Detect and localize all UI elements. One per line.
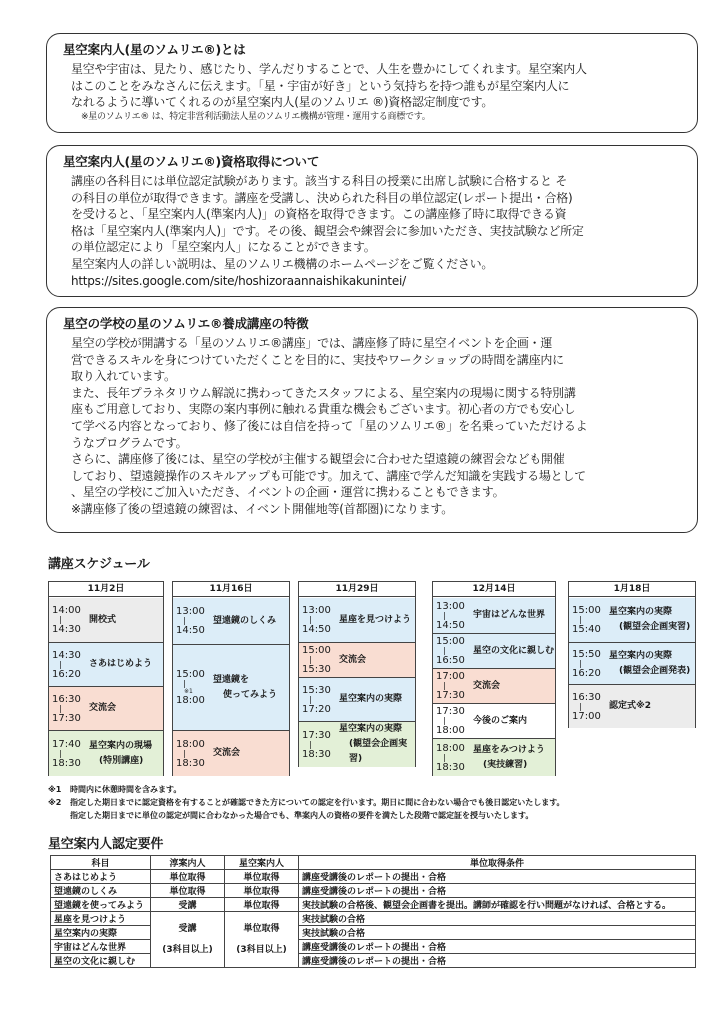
group-full: 単位取得 (3科目以上) — [225, 912, 299, 968]
slot-time: 17:30 | 18:00 — [433, 706, 471, 736]
slot-label: 星空案内の実際 — [609, 607, 673, 617]
features-line: 座もご用意しており、実際の案内事例に触れる貴重な機会もございます。初心者の方でも安心し — [71, 402, 576, 417]
slot-title — [211, 614, 289, 629]
schedule-notes — [48, 783, 565, 822]
slot-end-time: 18:30 — [436, 761, 465, 773]
slot-start-time: 15:00 — [176, 669, 205, 680]
schedule-slot — [173, 598, 289, 644]
slot-title — [87, 613, 163, 628]
slot-start-time: 16:30 — [52, 693, 81, 705]
slot-start-time: 15:30 — [302, 684, 331, 696]
table-row: 星空の文化に親しむ 講座受講後のレポートの提出・合格 — [51, 954, 696, 968]
slot-end-time: 16:50 — [436, 655, 465, 666]
slot-sublabel: (実技練習) — [483, 759, 528, 770]
about-section — [46, 33, 698, 133]
schedule-slot — [299, 677, 415, 721]
website-url: https://sites.google.com/site/hoshizoraannaishikakunintei/ — [71, 273, 406, 288]
features-title: 星空の学校の星のソムリエ®養成講座の特徴 — [63, 316, 309, 331]
slot-start-time: 17:30 — [436, 706, 465, 717]
slot-time: 18:00 | 18:30 — [173, 739, 211, 769]
slot-sublabel: (特別講座) — [99, 755, 144, 766]
slot-end-time: 14:30 — [52, 624, 81, 635]
slot-label: 望遠鏡を — [213, 674, 250, 685]
col-jun: 淳案内人 — [151, 856, 225, 870]
slot-end-time: 18:30 — [302, 748, 331, 760]
note-2: ※2 指定した期日までに認定資格を有することが確認できた方についての認定を行います。期日に間に合わない場合でも後日認定いたします。 — [48, 798, 565, 807]
slot-start-time: 15:00 — [572, 605, 601, 616]
table-row: 星空案内の実際 実技試験の合格 — [51, 926, 696, 940]
qualification-section — [46, 145, 698, 297]
slot-time: 16:30 | 17:00 — [569, 692, 607, 722]
slot-start-time: 13:00 — [302, 605, 331, 616]
slot-end-time: 15:40 — [572, 624, 601, 635]
features-line: しており、望遠鏡操作のスキルアップも可能です。加えて、講座で学んだ知識を実践する場として — [71, 468, 586, 483]
features-line: 取り入れています。 — [71, 369, 176, 384]
note-2-cont: 指定した期日までに単位の認定が間に合わなかった場合でも、準案内人の資格の要件を満たした段階で認定証を授与いたします。 — [70, 811, 534, 820]
slot-label: 認定式※2 — [609, 701, 652, 711]
schedule-slot — [49, 730, 163, 776]
slot-end-time: 15:30 — [302, 664, 331, 675]
slot-start-time: 13:00 — [176, 606, 205, 617]
slot-time: 15:00 | 15:30 — [299, 645, 337, 675]
slot-label: 望遠鏡のしくみ — [213, 615, 277, 626]
slot-start-time: 17:00 — [436, 671, 465, 682]
qualification-line: を受けると、「星空案内人(準案内人)」の資格を取得できます。この講座修了時に取得できる資 — [71, 207, 567, 222]
group-jun: 受講 (3科目以上) — [151, 912, 225, 968]
slot-end-time: 18:00 — [436, 725, 465, 736]
about-line: 星空や宇宙は、見たり、感じたり、学んだりすることで、人生を豊かにしてくれます。星空案内人 — [71, 62, 587, 76]
slot-time: 15:00 | 15:40 — [569, 605, 607, 635]
slot-end-time: 14:50 — [302, 624, 331, 635]
schedule-slot — [299, 642, 415, 677]
table-row: さあはじめよう 単位取得 単位取得 講座受講後のレポートの提出・合格 — [51, 870, 696, 884]
schedule-date: 12月14日 — [433, 582, 555, 597]
slot-start-time: 15:00 — [302, 645, 331, 656]
col-condition: 単位取得条件 — [299, 856, 696, 870]
slot-time: 15:00 | ※1 18:00 — [173, 669, 211, 706]
slot-start-time: 15:00 — [436, 636, 465, 647]
schedule-slot — [433, 668, 555, 703]
about-title: 星空案内人(星のソムリエ®)とは — [63, 42, 246, 57]
slot-end-time: 16:20 — [572, 667, 601, 679]
slot-sublabel: (観望会企画実習) — [619, 622, 691, 632]
table-row: 星座を見つけよう 受講 (3科目以上) 単位取得 (3科目以上) 実技試験の合格 — [51, 912, 696, 926]
qualification-line: の単位認定により「星空案内人」になることができます。 — [71, 240, 376, 255]
schedule-day — [172, 581, 290, 776]
about-line: なれるように導いてくれるのが星空案内人(星のソムリエ ®)資格認定制度です。 — [71, 95, 494, 110]
features-line: 星空の学校が開講する「星のソムリエ®講座」では、講座修了時に星空イベントを企画・運 — [71, 336, 553, 350]
qualification-title: 星空案内人(星のソムリエ®)資格取得について — [63, 154, 320, 169]
slot-title — [607, 699, 695, 714]
schedule-slot — [569, 684, 695, 728]
slot-time: 14:30 | 16:20 — [49, 650, 87, 680]
schedule-slot — [433, 598, 555, 633]
slot-title — [87, 657, 163, 672]
slot-title — [337, 722, 415, 767]
note-1: ※1 時間内に休憩時間を含みます。 — [48, 785, 182, 794]
slot-start-time: 18:00 — [176, 738, 205, 750]
slot-start-time: 13:00 — [436, 600, 465, 612]
slot-end-time: 17:30 — [436, 690, 465, 701]
slot-sublabel: (観望会企画実習) — [349, 739, 408, 764]
slot-end-time: 18:00 — [176, 695, 205, 706]
table-row: 宇宙はどんな世界 講座受講後のレポートの提出・合格 — [51, 940, 696, 954]
slot-time: 13:00 | 14:50 — [299, 605, 337, 635]
slot-title — [87, 739, 163, 769]
features-line: さらに、講座修了後には、星空の学校が主催する観望会に合わせた望遠鏡の練習会なども開催 — [71, 452, 565, 467]
qualification-line: の科目の単位が取得できます。講座を受講し、決められた科目の単位認定(レポート提出・合格) — [71, 190, 573, 205]
slot-start-time: 14:30 — [52, 649, 81, 661]
slot-end-time: 17:20 — [302, 703, 331, 715]
about-line: はこのことをみなさんに伝えます。「星・宇宙が好き」という気持ちを持つ誰もが星空案内人に — [71, 78, 570, 93]
slot-start-time: 14:00 — [52, 605, 81, 616]
trademark-note: ※星のソムリエ® は、特定非営利活動法人星のソムリエ機構が管理・運用する商標です。 — [81, 111, 431, 122]
col-subject: 科目 — [51, 856, 151, 870]
slot-end-time: 17:00 — [572, 710, 601, 722]
slot-end-time: 16:20 — [52, 668, 81, 680]
slot-label: 今後のご案内 — [473, 715, 528, 726]
slot-title — [87, 701, 163, 716]
schedule-day — [48, 581, 164, 776]
slot-time: 14:00 | 14:30 — [49, 605, 87, 635]
slot-title — [471, 679, 555, 694]
slot-end-time: 18:30 — [52, 757, 81, 769]
slot-title — [471, 743, 555, 773]
table-header-row — [51, 856, 696, 870]
requirements-table — [50, 855, 696, 968]
schedule-slot — [433, 633, 555, 668]
slot-label: 星空案内の実際 — [339, 694, 403, 704]
schedule-slot — [433, 738, 555, 776]
features-line: また、長年プラネタリウム解説に携わってきたスタッフによる、星空案内の現場に関する特別講 — [71, 385, 576, 400]
schedule-date: 11月16日 — [173, 582, 289, 597]
slot-label: 星座をみつけよう — [473, 744, 545, 755]
slot-mark: ※1 — [184, 688, 193, 695]
features-section — [46, 307, 698, 533]
schedule-slot — [49, 598, 163, 642]
table-row: 望遠鏡を使ってみよう 受講 単位取得 実技試験の合格後、観望会企画書を提出。講師が確認を行い問題がなければ、合格とする。 — [51, 898, 696, 912]
slot-label: 星空案内の実際 — [609, 650, 673, 661]
schedule-day — [432, 581, 556, 776]
slot-title — [471, 644, 555, 659]
schedule-slot — [299, 598, 415, 642]
slot-start-time: 17:30 — [302, 729, 331, 741]
slot-time: 17:30 | 18:30 — [299, 730, 337, 760]
slot-time: 18:00 | 18:30 — [433, 743, 471, 773]
slot-end-time: 14:50 — [176, 625, 205, 636]
features-line: 、星空の学校にご加入いただき、イベントの企画・運営に携わることもできます。 — [71, 485, 505, 500]
schedule-slot — [569, 642, 695, 684]
slot-time: 17:40 | 18:30 — [49, 739, 87, 769]
slot-title — [337, 613, 415, 628]
schedule-title: 講座スケジュール — [48, 557, 150, 572]
slot-time: 15:50 | 16:20 — [569, 649, 607, 679]
slot-time: 13:00 | 14:50 — [173, 606, 211, 636]
slot-end-time: 17:30 — [52, 712, 81, 724]
schedule-day — [568, 581, 696, 728]
schedule-slot — [299, 721, 415, 767]
schedule-slot — [569, 598, 695, 642]
slot-label: 星空案内の実際 — [339, 724, 403, 734]
slot-title — [471, 714, 555, 729]
features-line: て学べる内容となっており、修了後には自信を持って「星のソムリエ®」を名乗っていただけるよ — [71, 418, 588, 433]
schedule-date: 11月29日 — [299, 582, 415, 597]
schedule-slot — [433, 703, 555, 738]
schedule-slot — [173, 644, 289, 730]
qualification-line: 講座の各科目には単位認定試験があります。該当する科目の授業に出席し試験に合格すると そ — [71, 174, 568, 188]
qualification-line: 星空案内人の詳しい説明は、星のソムリエ機構のホームページをご覧ください。 — [71, 256, 494, 271]
slot-title — [471, 608, 555, 623]
table-row: 望遠鏡のしくみ 単位取得 単位取得 講座受講後のレポートの提出・合格 — [51, 884, 696, 898]
schedule-date: 1月18日 — [569, 582, 695, 597]
slot-start-time: 15:50 — [572, 648, 601, 660]
slot-title — [211, 673, 289, 703]
slot-start-time: 18:00 — [436, 742, 465, 754]
slot-time: 15:30 | 17:20 — [299, 685, 337, 715]
schedule-day — [298, 581, 416, 767]
slot-time: 13:00 | 14:50 — [433, 601, 471, 631]
schedule-date: 11月2日 — [49, 582, 163, 597]
schedule-slot — [49, 642, 163, 686]
slot-label: 交流会 — [339, 654, 367, 665]
slot-label: 交流会 — [213, 748, 241, 758]
slot-time: 15:00 | 16:50 — [433, 636, 471, 666]
slot-title — [337, 653, 415, 668]
slot-title — [607, 649, 695, 679]
features-line: ※講座修了後の望遠鏡の練習は、イベント開催地等(首都圏)になります。 — [71, 501, 453, 516]
slot-start-time: 16:30 — [572, 691, 601, 703]
schedule-slot — [49, 686, 163, 730]
slot-title — [211, 746, 289, 761]
slot-sublabel: (観望会企画発表) — [619, 665, 691, 676]
slot-label: 交流会 — [473, 680, 501, 691]
features-line: うなプログラムです。 — [71, 435, 188, 450]
slot-time: 16:30 | 17:30 — [49, 694, 87, 724]
slot-label: 開校式 — [89, 614, 117, 625]
slot-end-time: 18:30 — [176, 757, 205, 769]
slot-label: 宇宙はどんな世界 — [473, 610, 546, 620]
slot-sublabel: 使ってみよう — [223, 689, 278, 700]
slot-time: 17:00 | 17:30 — [433, 671, 471, 701]
slot-start-time: 17:40 — [52, 738, 81, 750]
slot-label: さあはじめよう — [89, 659, 153, 669]
slot-title — [607, 605, 695, 635]
slot-title — [337, 692, 415, 707]
features-line: 営できるスキルを身につけていただくことを目的に、実技やワークショップの時間を講座内に — [71, 352, 564, 367]
requirements-title: 星空案内人認定要件 — [48, 837, 164, 852]
slot-end-time: 14:50 — [436, 619, 465, 631]
schedule-slot — [173, 730, 289, 776]
slot-label: 交流会 — [89, 703, 117, 713]
qualification-line: 格は「星空案内人(準案内人)」です。その後、観望会や練習会に参加いただき、実技試験など所定 — [71, 223, 584, 238]
slot-label: 星空案内の現場 — [89, 740, 153, 751]
slot-label: 星座を見つけよう — [339, 614, 412, 625]
slot-label: 星空の文化に親しむ — [473, 645, 555, 656]
col-full: 星空案内人 — [225, 856, 299, 870]
